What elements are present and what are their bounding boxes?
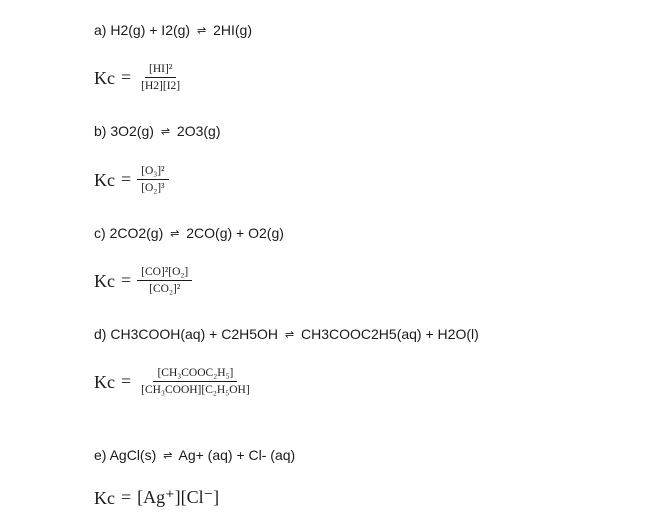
- kc-expression-a: [94, 62, 184, 93]
- kc-numerator: [HI]²: [145, 62, 176, 78]
- kc-numerator: [CH₃COOC₂H₅]: [153, 366, 237, 382]
- reaction-products: Ag+ (aq) + Cl- (aq): [178, 447, 296, 463]
- reaction-c: [94, 224, 284, 244]
- kc-label: Kc: [94, 169, 115, 190]
- reaction-products: 2HI(g): [213, 22, 252, 38]
- kc-numerator: [O₃]²: [137, 164, 168, 180]
- reaction-prefix: b): [94, 123, 107, 139]
- kc-denominator: [CO₂]²: [149, 283, 181, 295]
- kc-label: Kc: [94, 371, 115, 392]
- kc-fraction: [137, 164, 168, 195]
- equilibrium-arrow-icon: ⇌: [170, 228, 180, 240]
- kc-label: Kc: [94, 67, 115, 88]
- reaction-b: [94, 122, 221, 142]
- equals-sign: =: [121, 67, 132, 87]
- reaction-reactants: AgCl(s): [109, 447, 157, 463]
- kc-denominator: [O₂]³: [141, 182, 165, 194]
- kc-expression-e: [94, 487, 219, 508]
- kc-expression-c: [94, 265, 192, 296]
- reaction-a: [94, 21, 252, 41]
- equilibrium-arrow-icon: ⇌: [196, 25, 207, 37]
- equilibrium-arrow-icon: ⇌: [284, 329, 295, 341]
- reaction-reactants: 2CO2(g): [109, 225, 164, 241]
- kc-denominator: [H2][I2]: [141, 80, 181, 92]
- reaction-reactants: CH3COOH(aq) + C2H5OH: [110, 326, 278, 342]
- reaction-reactants: H2(g) + I2(g): [110, 22, 191, 38]
- kc-label: Kc: [94, 270, 115, 291]
- equals-sign: =: [121, 270, 132, 290]
- equals-sign: =: [121, 371, 132, 391]
- reaction-products: 2O3(g): [176, 123, 221, 139]
- equilibrium-arrow-icon: ⇌: [160, 126, 171, 138]
- reaction-prefix: d): [94, 326, 107, 342]
- reaction-e: [94, 446, 295, 466]
- equals-sign: =: [121, 169, 132, 189]
- kc-inline-expression: [Ag⁺][Cl⁻]: [137, 487, 220, 507]
- kc-expression-b: [94, 164, 169, 195]
- reaction-prefix: a): [94, 22, 107, 38]
- kc-expression-d: [94, 366, 254, 397]
- reaction-reactants: 3O2(g): [110, 123, 154, 139]
- reaction-products: 2CO(g) + O2(g): [186, 225, 284, 241]
- kc-denominator: [CH₃COOH][C₂H₅OH]: [141, 384, 250, 396]
- kc-fraction: [137, 62, 184, 93]
- reaction-prefix: e): [94, 447, 107, 463]
- kc-fraction: [137, 265, 192, 296]
- reaction-products: CH3COOC2H5(aq) + H2O(l): [301, 326, 479, 342]
- reaction-d: [94, 325, 479, 345]
- equilibrium-arrow-icon: ⇌: [163, 450, 173, 462]
- kc-fraction: [137, 366, 254, 397]
- equals-sign: =: [121, 487, 132, 507]
- reaction-prefix: c): [94, 225, 106, 241]
- kc-label: Kc: [94, 487, 115, 508]
- kc-numerator: [CO]²[O₂]: [137, 265, 192, 281]
